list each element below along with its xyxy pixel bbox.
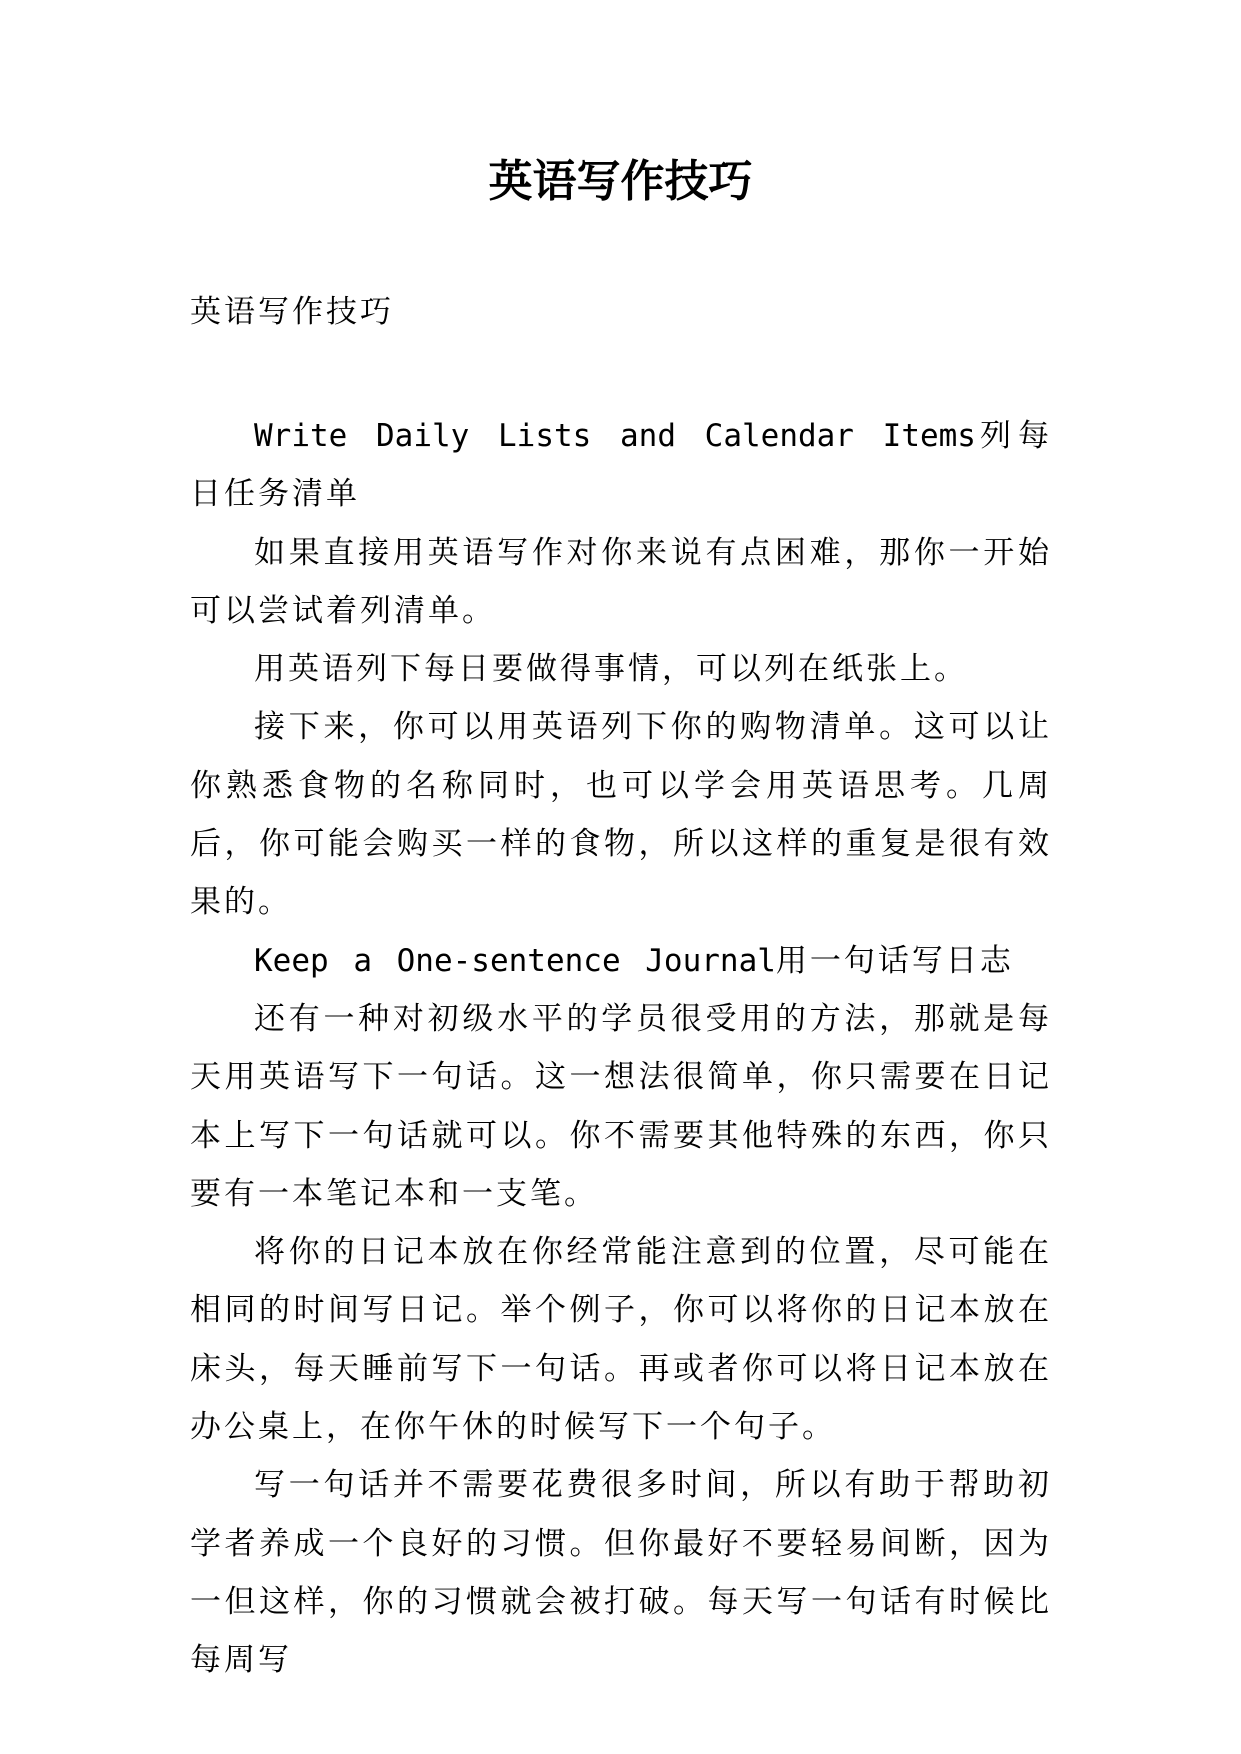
paragraph-journal-placement: 将你的日记本放在你经常能注意到的位置，尽可能在相同的时间写日记。举个例子，你可以将你的日记本放在床头，每天睡前写下一句话。再或者你可以将日记本放在办公桌上，在你午休的时候写下一个句子。 (190, 1234, 1052, 1446)
document-body (190, 407, 1052, 1690)
paragraph-shopping-list: 接下来，你可以用英语列下你的购物清单。这可以让你熟悉食物的名称同时，也可以学会用英语思考。几周后，你可能会购买一样的食物，所以这样的重复是很有效果的。 (190, 709, 1052, 921)
paragraph-journal-method: 还有一种对初级水平的学员很受用的方法，那就是每天用英语写下一句话。这一想法很简单，你只需要在日记本上写下一句话就可以。你不需要其他特殊的东西，你只要有一本笔记本和一支笔。 (190, 1000, 1052, 1212)
paragraph-daily-tasks: 用英语列下每日要做得事情，可以列在纸张上。 (254, 651, 968, 688)
heading-daily-lists-en: Write Daily Lists and Calendar Items (254, 418, 976, 454)
heading-journal-en: Keep a One-sentence Journal (254, 942, 776, 979)
paragraph-lists-intro: 如果直接用英语写作对你来说有点困难，那你一开始可以尝试着列清单。 (190, 534, 1052, 629)
heading-daily-lists (190, 407, 1052, 524)
heading-daily-lists-zh: 列每日任务清单 (190, 418, 1052, 513)
document-title: 英语写作技巧 (488, 156, 753, 207)
paragraph-habit: 写一句话并不需要花费很多时间，所以有助于帮助初学者养成一个良好的习惯。但你最好不要轻易间断，因为一但这样，你的习惯就会被打破。每天写一句话有时候比每周写 (190, 1467, 1052, 1679)
document-subtitle: 英语写作技巧 (190, 294, 394, 330)
heading-journal-zh: 用一句话写日志 (775, 942, 1014, 979)
heading-one-sentence-journal (190, 932, 1052, 990)
